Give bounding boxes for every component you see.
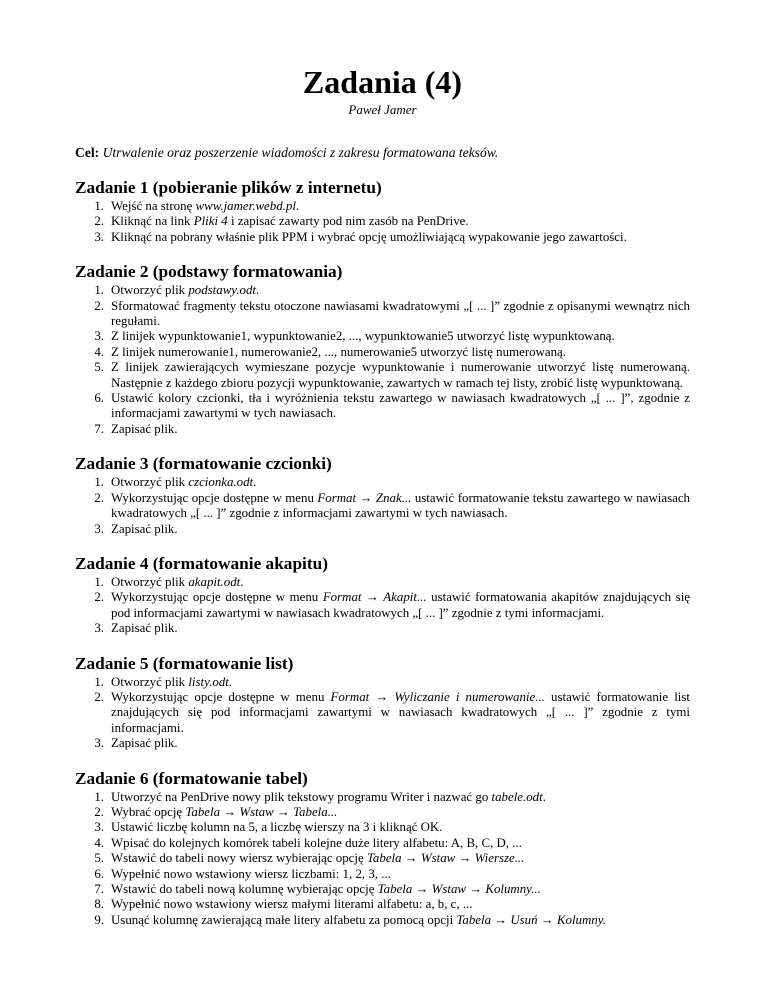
list-item-number: 7.	[94, 882, 104, 896]
list-item-emphasis: Tabela → Wstaw → Tabela...	[185, 804, 338, 819]
list-item	[75, 805, 690, 820]
list-item-text: i zapisać zawarty pod nim zasób na PenDrive.	[227, 214, 469, 229]
list-item-number: 3.	[94, 820, 104, 835]
list-item	[75, 820, 690, 835]
task-steps	[75, 575, 690, 637]
list-item-number: 1.	[94, 674, 104, 689]
list-item	[75, 590, 690, 621]
task-section	[75, 654, 690, 752]
list-item-text: Wypełnić nowo wstawiony wiersz małymi literami alfabetu: a, b, c, ...	[111, 897, 473, 912]
list-item-emphasis: Tabela → Wstaw → Wiersze...	[366, 851, 525, 866]
list-item-number: 1.	[94, 789, 104, 804]
list-item	[75, 913, 690, 928]
list-item	[75, 199, 690, 214]
list-item-emphasis: Pliki 4	[193, 214, 228, 229]
task-heading: Zadanie 4 (formatowanie akapitu)	[75, 553, 328, 573]
list-item	[75, 391, 690, 422]
list-item-text: Otworzyć plik	[111, 283, 189, 298]
list-item-text: ustawić formatowanie list znajdujących się pod informacjami zawartymi w nawiasach kwadratowych „[ ... ]” zgodnie z tymi informacjami.	[111, 689, 690, 735]
task-section	[75, 454, 690, 537]
list-item	[75, 299, 690, 330]
list-item	[75, 422, 690, 437]
task-steps	[75, 790, 690, 929]
list-item-number: 2.	[94, 490, 104, 505]
list-item	[75, 836, 690, 851]
list-item-number: 2.	[94, 689, 104, 704]
list-item-text: Utworzyć na PenDrive nowy plik tekstowy programu Writer i nazwać go	[111, 789, 492, 804]
list-item	[75, 283, 690, 298]
task-list	[75, 178, 690, 928]
list-item-text: Otworzyć plik	[111, 674, 189, 689]
list-item-number: 5.	[94, 851, 104, 866]
list-item-number: 2.	[94, 590, 104, 605]
list-item-number: 6.	[94, 866, 104, 881]
list-item-number: 3.	[94, 229, 104, 244]
list-item-text: Wpisać do kolejnych komórek tabeli kolejne duże litery alfabetu: A, B, C, D, ...	[111, 835, 522, 850]
list-item-text: Zapisać plik.	[111, 521, 178, 536]
list-item-text: Wybrać opcję	[111, 804, 186, 819]
list-item-number: 3.	[94, 329, 104, 344]
list-item-text: Zapisać plik.	[111, 736, 178, 751]
list-item-number: 1.	[94, 283, 104, 298]
list-item-text: Z linijek numerowanie1, numerowanie2, ..., numerowanie5 utworzyć listę numerowaną.	[111, 344, 566, 359]
list-item-number: 3.	[94, 621, 104, 636]
list-item-text: Wstawić do tabeli nową kolumnę wybierając opcję	[111, 882, 378, 896]
task-heading: Zadanie 5 (formatowanie list)	[75, 653, 294, 673]
list-item	[75, 491, 690, 522]
list-item-number: 2.	[94, 298, 104, 313]
list-item-text: Ustawić kolory czcionki, tła i wyróżnienia tekstu zawartego w nawiasach kwadratowych „[ ... ]”, zgodnie z informacjami zawartymi w tych nawiasach.	[111, 391, 690, 421]
list-item-text: Otworzyć plik	[111, 574, 189, 589]
list-item-emphasis: Tabela → Usuń → Kolumny.	[456, 912, 606, 927]
list-item	[75, 522, 690, 537]
list-item-text: Wykorzystując opcje dostępne w menu	[111, 490, 318, 505]
list-item	[75, 329, 690, 344]
document-title: Zadania (4)	[302, 64, 463, 100]
list-item-emphasis: podstawy.odt	[188, 283, 257, 298]
task-section	[75, 769, 690, 929]
list-item-emphasis: tabele.odt	[491, 789, 543, 804]
list-item-number: 2.	[94, 214, 104, 229]
list-item	[75, 867, 690, 882]
list-item	[75, 675, 690, 690]
task-section	[75, 178, 690, 245]
list-item-number: 7.	[94, 421, 104, 436]
list-item-text: Otworzyć plik	[111, 475, 189, 490]
list-item-number: 1.	[94, 199, 104, 213]
list-item-text: ustawić formatowanie tekstu zawartego w nawiasach kwadratowych „[ ... ]” zgodnie z informacjami zawartymi w tych nawiasach.	[111, 490, 690, 521]
list-item-emphasis: czcionka.odt	[188, 475, 254, 490]
list-item-text: .	[228, 674, 233, 689]
task-section	[75, 262, 690, 437]
list-item-text: Zapisać plik.	[111, 621, 178, 636]
list-item-text: .	[240, 574, 244, 589]
list-item-number: 8.	[94, 897, 104, 912]
task-steps	[75, 675, 690, 752]
list-item	[75, 851, 690, 866]
list-item	[75, 690, 690, 736]
list-item	[75, 214, 690, 229]
list-item	[75, 897, 690, 912]
list-item-number: 4.	[94, 835, 104, 850]
list-item-text: Z linijek wypunktowanie1, wypunktowanie2, ..., wypunktowanie5 utworzyć listę wypunktowaną.	[111, 329, 615, 344]
list-item-number: 4.	[94, 344, 104, 359]
task-steps	[75, 475, 690, 537]
list-item-number: 9.	[94, 912, 104, 927]
list-item-text: Zapisać plik.	[111, 421, 178, 436]
list-item-text: .	[256, 283, 260, 298]
goal-line	[75, 144, 690, 161]
task-section	[75, 554, 690, 637]
goal-text: Utrwalenie oraz poszerzenie wiadomości z zakresu formatowana teksów.	[102, 145, 499, 160]
task-heading: Zadanie 3 (formatowanie czcionki)	[75, 454, 332, 474]
list-item	[75, 882, 690, 897]
list-item-number: 1.	[94, 475, 104, 490]
list-item-text: Wypełnić nowo wstawiony wiersz liczbami: 1, 2, 3, ...	[111, 866, 391, 881]
list-item-emphasis: Format → Wyliczanie i numerowanie...	[330, 689, 545, 704]
list-item-emphasis: Tabela → Wstaw → Kolumny...	[377, 882, 541, 896]
list-item	[75, 360, 690, 391]
list-item-text: Wstawić do tabeli nowy wiersz wybierając opcję	[111, 851, 367, 866]
list-item-text: Wejść na stronę	[111, 199, 196, 213]
list-item	[75, 345, 690, 360]
list-item-text: Wykorzystując opcje dostępne w menu	[111, 689, 331, 704]
list-item-text: .	[542, 789, 546, 804]
list-item-number: 2.	[94, 804, 104, 819]
task-steps	[75, 283, 690, 437]
list-item	[75, 475, 690, 490]
list-item-number: 3.	[94, 736, 104, 751]
list-item-emphasis: www.jamer.webd.pl	[195, 199, 296, 213]
list-item-emphasis: Format → Znak...	[317, 490, 412, 505]
list-item	[75, 621, 690, 636]
list-item	[75, 230, 690, 245]
list-item-emphasis: akapit.odt	[188, 574, 241, 589]
list-item-text: .	[295, 199, 300, 213]
list-item-text: .	[253, 475, 257, 490]
list-item	[75, 790, 690, 805]
list-item	[75, 736, 690, 751]
list-item-text: Kliknąć na pobrany właśnie plik PPM i wybrać opcję umożliwiającą wypakowanie jego zawartości.	[111, 229, 627, 244]
list-item	[75, 575, 690, 590]
goal-label: Cel:	[75, 145, 100, 160]
task-steps	[75, 199, 690, 245]
list-item-text: Z linijek zawierających wymieszane pozycje wypunktowanie i numerowanie utworzyć listę numerowaną. Następnie z każdego zbioru pozycji wypunktowanie, zawartych w ramach tej listy, zrobić listę wypunktowaną.	[111, 360, 690, 390]
document-author: Paweł Jamer	[348, 102, 417, 117]
task-heading: Zadanie 1 (pobieranie plików z internetu)	[75, 178, 382, 197]
task-heading: Zadanie 2 (podstawy formatowania)	[75, 262, 343, 282]
list-item-number: 5.	[94, 360, 104, 375]
list-item-text: Wykorzystując opcje dostępne w menu	[111, 590, 323, 605]
list-item-emphasis: listy.odt	[188, 674, 229, 689]
task-heading: Zadanie 6 (formatowanie tabel)	[75, 768, 308, 788]
list-item-number: 1.	[94, 574, 104, 589]
list-item-number: 3.	[94, 521, 104, 536]
list-item-emphasis: Format → Akapit...	[322, 590, 427, 605]
list-item-text: Kliknąć na link	[111, 214, 194, 229]
list-item-text: ustawić formatowania akapitów znajdujących się pod informacjami zawartymi w nawiasach kwadratowych „[ ... ]” zgodnie z tymi informacjami.	[111, 590, 690, 620]
list-item-text: Sformatować fragmenty tekstu otoczone nawiasami kwadratowymi „[ ... ]” zgodnie z opisanymi wewnątrz nich regułami.	[111, 298, 690, 329]
list-item-text: Ustawić liczbę kolumn na 5, a liczbę wierszy na 3 i kliknąć OK.	[111, 820, 443, 835]
list-item-text: Usunąć kolumnę zawierającą małe litery alfabetu za pomocą opcji	[111, 912, 457, 927]
list-item-number: 6.	[94, 391, 104, 406]
